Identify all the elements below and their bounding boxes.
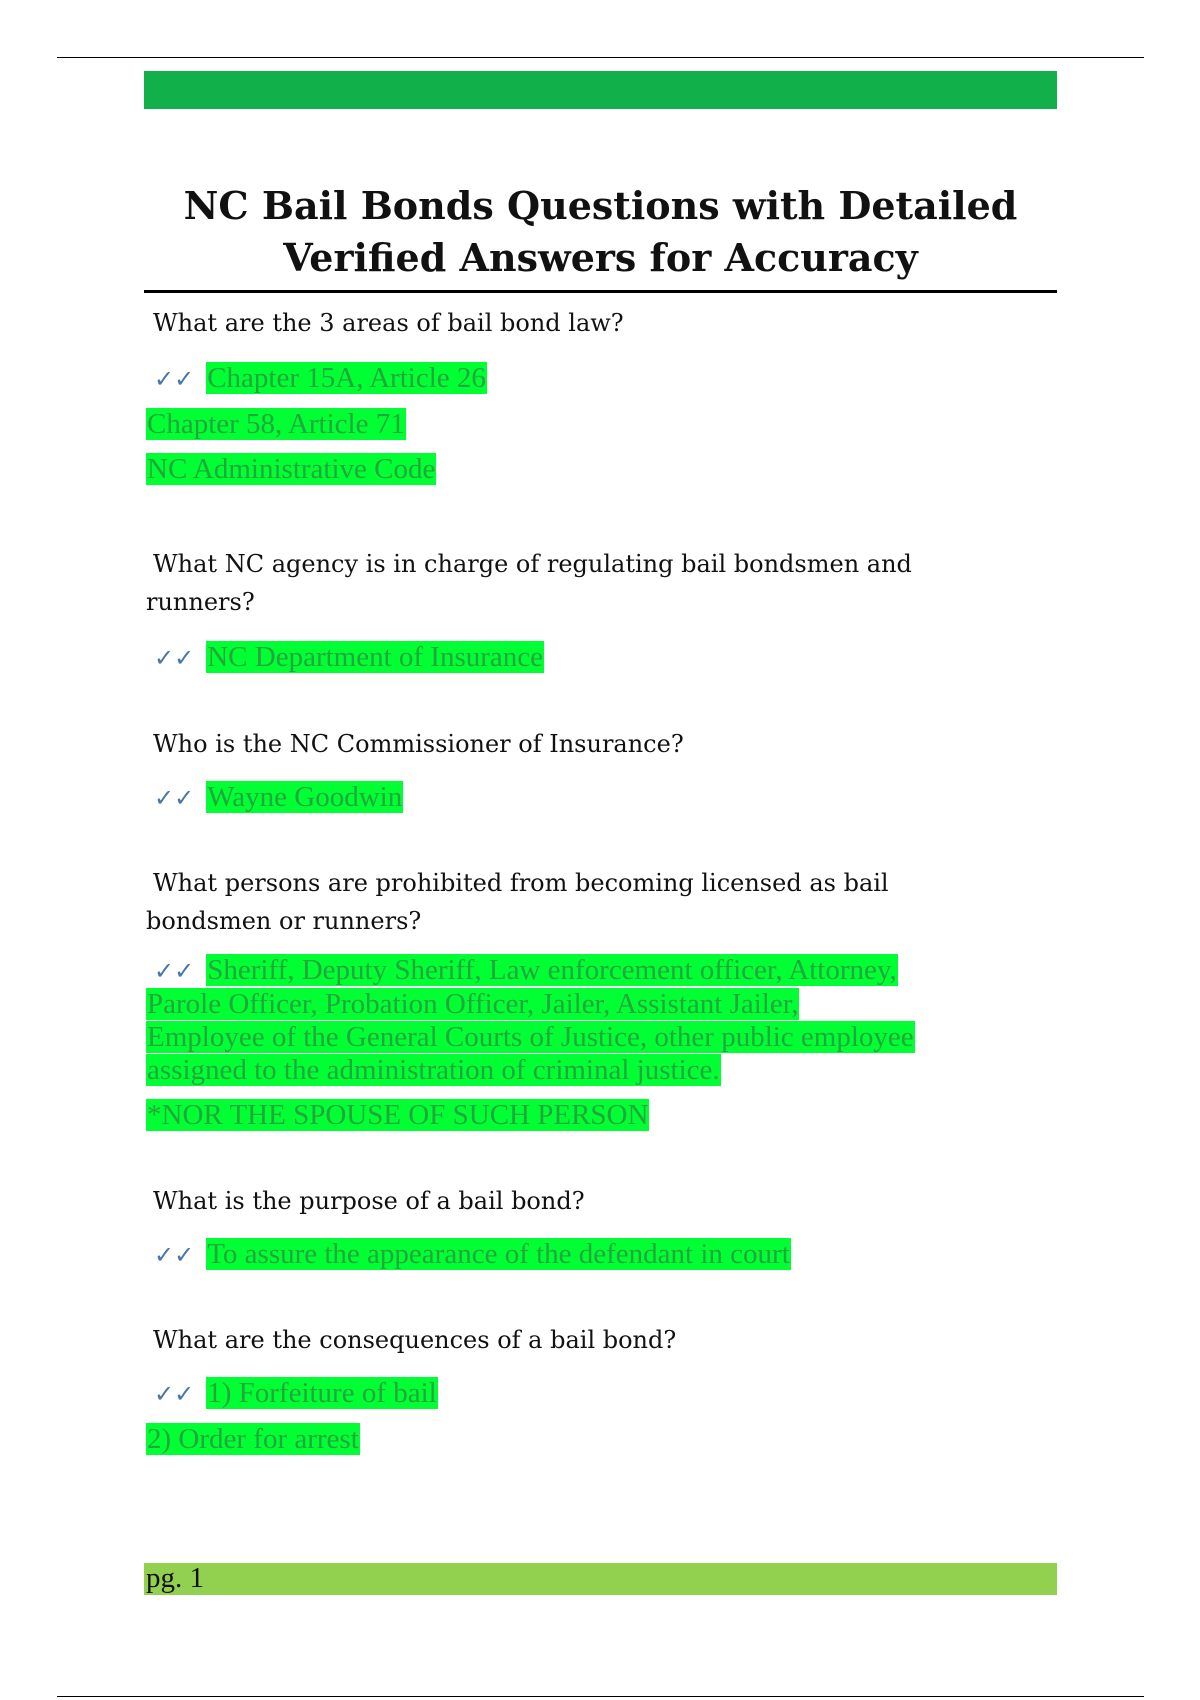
- check-mark-icon: ✓✓: [154, 784, 195, 812]
- question-line: What NC agency is in charge of regulating bail bondsmen and: [153, 550, 912, 578]
- answer-text: Chapter 58, Article 71: [147, 408, 405, 440]
- document-title: [144, 180, 1057, 284]
- answer-line: [146, 356, 1051, 402]
- answer-line: [146, 954, 1051, 988]
- answer-line: [146, 1232, 1051, 1278]
- answer-5: [146, 1232, 1051, 1278]
- qa-item-3: [146, 725, 1051, 821]
- answer-text: Wayne Goodwin: [207, 781, 403, 813]
- answer-text: 1) Forfeiture of bail: [207, 1377, 437, 1409]
- answer-line: [146, 1371, 1051, 1417]
- qa-item-6: [146, 1321, 1051, 1462]
- top-rule: [57, 57, 1144, 58]
- qa-item-2: [146, 545, 1051, 681]
- answer-1: [146, 356, 1051, 492]
- question-line: runners?: [146, 588, 255, 616]
- answer-6: [146, 1371, 1051, 1462]
- check-mark-icon: ✓✓: [154, 957, 195, 985]
- answer-line: [146, 988, 1051, 1021]
- question-1: What are the 3 areas of bail bond law?: [153, 309, 624, 337]
- check-mark-icon: ✓✓: [154, 365, 195, 393]
- answer-line: [146, 1093, 1051, 1138]
- answer-line: [146, 1054, 1051, 1087]
- answer-line: [146, 402, 1051, 447]
- qa-item-4: [146, 864, 1051, 1138]
- question-4: [146, 864, 1051, 940]
- answer-text: Parole Officer, Probation Officer, Jailer, Assistant Jailer,: [147, 988, 799, 1020]
- header-band: [144, 71, 1057, 109]
- answer-line: [146, 447, 1051, 492]
- footer-band: [144, 1563, 1057, 1595]
- question-2: [146, 545, 1051, 621]
- answer-2: [146, 635, 1051, 681]
- title-line-1: NC Bail Bonds Questions with Detailed: [183, 183, 1018, 228]
- question-line: What persons are prohibited from becoming licensed as bail: [153, 869, 889, 897]
- bottom-rule: [57, 1696, 1144, 1697]
- answer-text: *NOR THE SPOUSE OF SUCH PERSON: [147, 1099, 649, 1131]
- answer-line: [146, 1417, 1051, 1462]
- answer-text: NC Administrative Code: [147, 453, 436, 485]
- answer-text: Employee of the General Courts of Justice, other public employee: [147, 1021, 914, 1053]
- qa-item-1: [146, 304, 1051, 492]
- answer-text: To assure the appearance of the defendant in court: [207, 1238, 790, 1270]
- question-5: What is the purpose of a bail bond?: [153, 1187, 585, 1215]
- answer-text: assigned to the administration of criminal justice.: [147, 1054, 720, 1086]
- answer-text: 2) Order for arrest: [147, 1423, 359, 1455]
- question-6: What are the consequences of a bail bond?: [153, 1326, 677, 1354]
- question-3: Who is the NC Commissioner of Insurance?: [153, 730, 684, 758]
- answer-text: Sheriff, Deputy Sheriff, Law enforcement officer, Attorney,: [207, 954, 897, 986]
- answer-4: [146, 954, 1051, 1138]
- check-mark-icon: ✓✓: [154, 1380, 195, 1408]
- check-mark-icon: ✓✓: [154, 644, 195, 672]
- answer-text: Chapter 15A, Article 26: [207, 362, 486, 394]
- title-underline: [144, 290, 1057, 293]
- answer-text: NC Department of Insurance: [207, 641, 544, 673]
- answer-line: [146, 1021, 1051, 1054]
- page-number: pg. 1: [146, 1562, 204, 1594]
- title-line-2: Verified Answers for Accuracy: [283, 235, 918, 280]
- check-mark-icon: ✓✓: [154, 1241, 195, 1269]
- question-line: bondsmen or runners?: [146, 907, 422, 935]
- qa-list: [146, 302, 1051, 1462]
- answer-3: [146, 775, 1051, 821]
- answer-line: [146, 635, 1051, 681]
- qa-item-5: [146, 1182, 1051, 1278]
- answer-line: [146, 775, 1051, 821]
